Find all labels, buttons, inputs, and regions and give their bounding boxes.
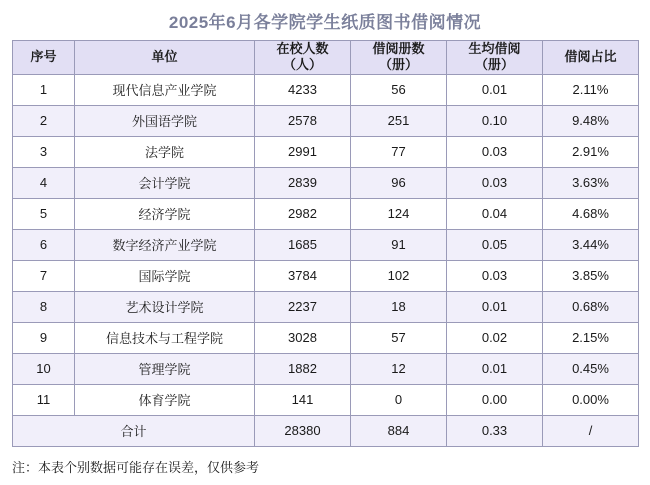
cell-index: 9	[13, 322, 75, 353]
cell-unit: 体育学院	[75, 384, 255, 415]
cell-ratio: 0.00%	[543, 384, 639, 415]
cell-students: 3028	[255, 322, 351, 353]
cell-index: 6	[13, 229, 75, 260]
column-header-per-capita-line1: 生均借阅	[468, 41, 521, 56]
cell-total-borrows: 884	[351, 415, 447, 446]
column-header-per-capita-line2: （册）	[474, 57, 514, 73]
cell-unit: 数字经济产业学院	[75, 229, 255, 260]
cell-unit: 艺术设计学院	[75, 291, 255, 322]
cell-students: 4233	[255, 74, 351, 105]
cell-borrows: 124	[351, 198, 447, 229]
cell-total-per-capita: 0.33	[447, 415, 543, 446]
cell-ratio: 3.85%	[543, 260, 639, 291]
cell-per-capita: 0.03	[447, 167, 543, 198]
page-title: 2025年6月各学院学生纸质图书借阅情况	[168, 12, 482, 32]
cell-borrows: 251	[351, 105, 447, 136]
cell-ratio: 2.15%	[543, 322, 639, 353]
cell-ratio: 2.11%	[543, 74, 639, 105]
cell-per-capita: 0.10	[447, 105, 543, 136]
cell-per-capita: 0.05	[447, 229, 543, 260]
cell-borrows: 0	[351, 384, 447, 415]
cell-unit: 经济学院	[75, 198, 255, 229]
cell-students: 2991	[255, 136, 351, 167]
table-header	[13, 41, 639, 75]
cell-students: 2578	[255, 105, 351, 136]
table-row	[13, 291, 639, 322]
cell-per-capita: 0.01	[447, 353, 543, 384]
table-row	[13, 322, 639, 353]
cell-total-label: 合计	[13, 415, 255, 446]
table-row	[13, 167, 639, 198]
column-header-students-line1: 在校人数	[276, 41, 329, 56]
cell-borrows: 56	[351, 74, 447, 105]
table-total-row	[13, 415, 639, 446]
cell-per-capita: 0.03	[447, 260, 543, 291]
table-row	[13, 198, 639, 229]
column-header-students-line2: （人）	[282, 57, 322, 73]
cell-index: 10	[13, 353, 75, 384]
cell-unit: 信息技术与工程学院	[75, 322, 255, 353]
cell-borrows: 77	[351, 136, 447, 167]
column-header-index	[13, 41, 75, 75]
cell-ratio: 0.45%	[543, 353, 639, 384]
cell-students: 3784	[255, 260, 351, 291]
column-header-students	[255, 41, 351, 75]
cell-index: 7	[13, 260, 75, 291]
cell-per-capita: 0.04	[447, 198, 543, 229]
cell-index: 1	[13, 74, 75, 105]
title-bar	[0, 0, 650, 40]
cell-index: 11	[13, 384, 75, 415]
cell-unit: 法学院	[75, 136, 255, 167]
cell-per-capita: 0.02	[447, 322, 543, 353]
cell-unit: 外国语学院	[75, 105, 255, 136]
cell-ratio: 4.68%	[543, 198, 639, 229]
column-header-borrows-line1: 借阅册数	[372, 41, 425, 56]
cell-borrows: 91	[351, 229, 447, 260]
cell-borrows: 12	[351, 353, 447, 384]
column-header-per-capita	[447, 41, 543, 75]
table-row	[13, 384, 639, 415]
cell-ratio: 3.63%	[543, 167, 639, 198]
cell-per-capita: 0.03	[447, 136, 543, 167]
table-row	[13, 229, 639, 260]
cell-ratio: 2.91%	[543, 136, 639, 167]
column-header-ratio-line1: 借阅占比	[564, 49, 617, 65]
column-header-borrows	[351, 41, 447, 75]
cell-borrows: 57	[351, 322, 447, 353]
cell-per-capita: 0.01	[447, 74, 543, 105]
table-note: 注：本表个别数据可能存在误差，仅供参考	[12, 459, 260, 475]
cell-unit: 国际学院	[75, 260, 255, 291]
column-header-ratio	[543, 41, 639, 75]
column-header-index-line1: 序号	[30, 49, 57, 65]
cell-ratio: 9.48%	[543, 105, 639, 136]
cell-students: 1882	[255, 353, 351, 384]
cell-index: 2	[13, 105, 75, 136]
cell-students: 2982	[255, 198, 351, 229]
table-header-row	[13, 41, 639, 75]
cell-students: 1685	[255, 229, 351, 260]
cell-per-capita: 0.01	[447, 291, 543, 322]
cell-unit: 现代信息产业学院	[75, 74, 255, 105]
cell-borrows: 18	[351, 291, 447, 322]
cell-unit: 会计学院	[75, 167, 255, 198]
table-row	[13, 260, 639, 291]
cell-ratio: 0.68%	[543, 291, 639, 322]
cell-students: 2839	[255, 167, 351, 198]
cell-total-students: 28380	[255, 415, 351, 446]
cell-students: 141	[255, 384, 351, 415]
table-row	[13, 353, 639, 384]
table-row	[13, 74, 639, 105]
cell-borrows: 96	[351, 167, 447, 198]
cell-ratio: 3.44%	[543, 229, 639, 260]
library-borrowing-table	[12, 40, 639, 447]
table-body	[13, 74, 639, 446]
cell-index: 8	[13, 291, 75, 322]
cell-per-capita: 0.00	[447, 384, 543, 415]
cell-unit: 管理学院	[75, 353, 255, 384]
cell-index: 4	[13, 167, 75, 198]
cell-index: 3	[13, 136, 75, 167]
column-header-unit-line1: 单位	[151, 49, 178, 65]
cell-index: 5	[13, 198, 75, 229]
cell-total-ratio: /	[543, 415, 639, 446]
column-header-borrows-line2: （册）	[378, 57, 418, 73]
table-row	[13, 136, 639, 167]
cell-borrows: 102	[351, 260, 447, 291]
cell-students: 2237	[255, 291, 351, 322]
table-row	[13, 105, 639, 136]
column-header-unit	[75, 41, 255, 75]
